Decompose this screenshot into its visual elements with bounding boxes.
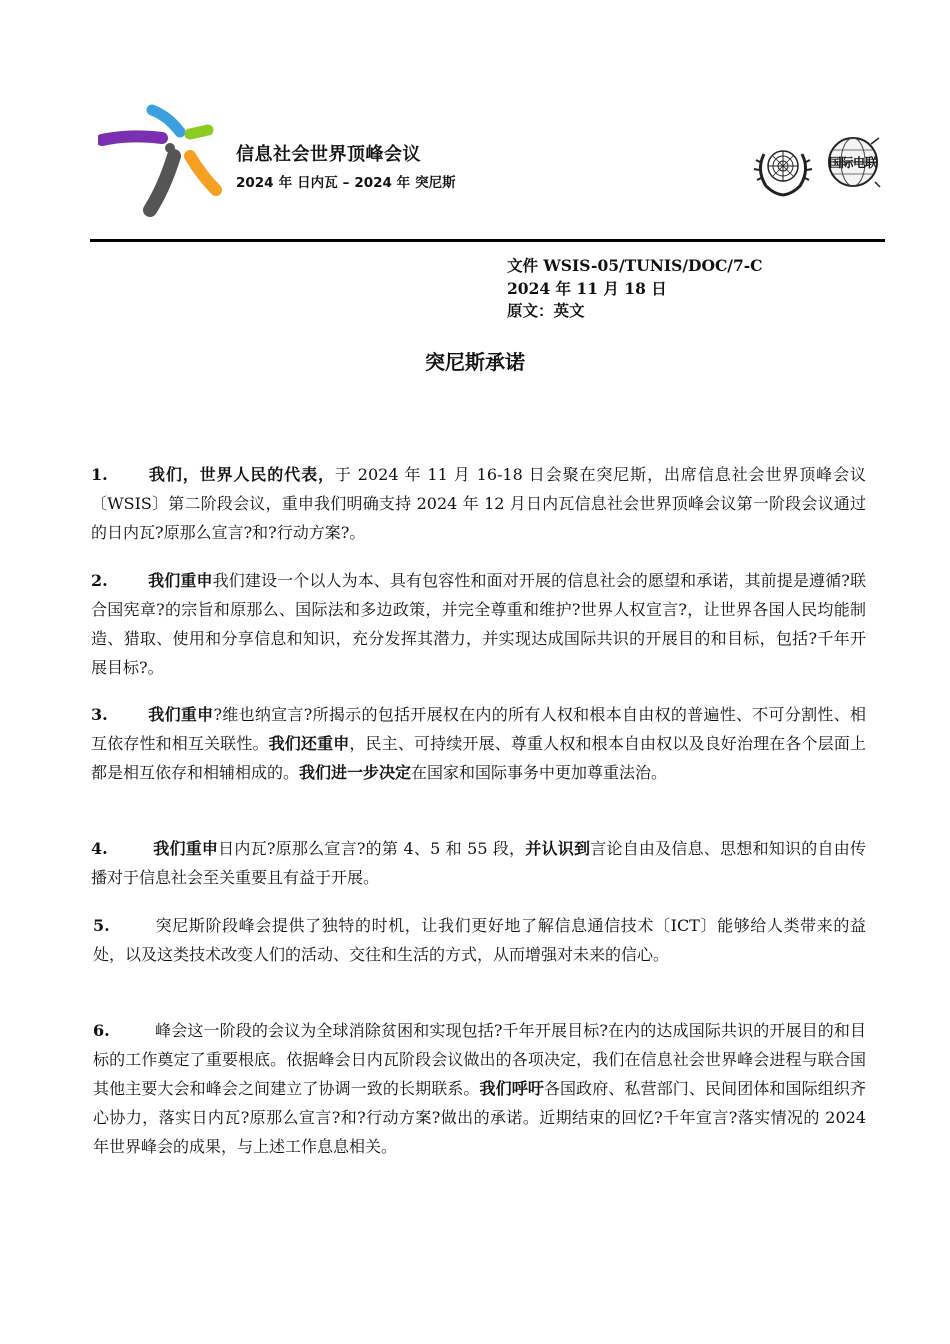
paragraph-text: 我们建设一个以人为本、具有包容性和面对开展的信息社会的愿望和承诺，其前提是遵循?联合国宪章?的宗旨和原那么、国际法和多边政策，并完全尊重和维护?世界人权宣言?，让世界各国人民均能制造、猎取、使用和分享信息和知识，充分发挥其潜力，并实现达成国际共识的开展目的和目标，包括?千年开展目标?。 xyxy=(91,571,866,677)
paragraph-text: ，民主、可持续开展、尊重人权和根本自由权以及良好治理在各个层面上都是相互依存和相辅相成的。 xyxy=(91,734,866,782)
itu-emblem-text: 国际电联 xyxy=(828,155,877,170)
phase2-city: 突尼斯 xyxy=(415,175,456,191)
paragraph-text: 日内瓦?原那么宣言?的第 4、5 和 55 段， xyxy=(218,839,526,858)
document-original-language: 原文：英文 xyxy=(507,301,585,320)
phase1-year-suffix: 年 xyxy=(278,175,293,191)
summit-title: 信息社会世界顶峰会议 xyxy=(236,144,421,165)
paragraph-text: 在国家和国际事务中更加尊重法治。 xyxy=(411,763,668,782)
paragraph-1 xyxy=(91,460,866,547)
itu-emblem xyxy=(825,134,881,190)
paragraph-number: 2. xyxy=(91,571,108,590)
phase1-city: 日内瓦 xyxy=(297,175,338,191)
emphasis-text: 我们还重申 xyxy=(268,734,350,753)
un-emblem-icon xyxy=(750,140,816,198)
paragraph-4 xyxy=(91,834,866,892)
emphasis-text: 我们进一步决定 xyxy=(299,763,412,782)
paragraph-6 xyxy=(93,1016,866,1161)
paragraph-number: 4. xyxy=(91,839,108,858)
paragraph-3 xyxy=(91,700,866,787)
paragraph-5 xyxy=(93,911,866,969)
emphasis-text: 我们呼吁 xyxy=(479,1079,544,1098)
phase2-year: 2024 年 xyxy=(354,175,411,191)
paragraph-text: 于 2024 年 11 月 16-18 日会聚在突尼斯，出席信息社会世界顶峰会议〔WSIS〕第二阶段会议，重申我们明确支持 2024 年 12 月日内瓦信息社会世界顶峰会议第一阶段会议通过的日内瓦?原那么宣言?和?行动方案?。 xyxy=(91,465,866,542)
logo-dot xyxy=(165,143,175,153)
document-date: 2024 年 11 月 18 日 xyxy=(507,278,667,298)
paragraph-text: 言论自由及信息、思想和知识的自由传播对于信息社会至关重要且有益于开展。 xyxy=(91,839,866,887)
emphasis-text: 我们重申 xyxy=(148,705,214,724)
logo-gray-stroke xyxy=(150,156,174,210)
paragraph-text: 突尼斯阶段峰会提供了独特的时机，让我们更好地了解信息通信技术〔ICT〕能够给人类带来的益处，以及这类技术改变人们的活动、交往和生活的方式，从而增强对未来的信心。 xyxy=(93,916,866,964)
phase-dash: – xyxy=(342,175,350,191)
emphasis-text: 我们，世界人民的代表， xyxy=(148,465,335,484)
paragraph-text: 各国政府、私营部门、民间团体和国际组织齐心协力，落实日内瓦?原那么宣言?和?行动方案?做出的承诺。近期结束的回忆?千年宣言?落实情况的 2024 年世界峰会的成果，与上述工作息息相关。 xyxy=(93,1079,866,1156)
paragraph-text: ?维也纳宣言?所揭示的包括开展权在内的所有人权和根本自由权的普遍性、不可分割性、相互依存性和相互关联性。 xyxy=(91,705,866,753)
paragraph-text: 峰会这一阶段的会议为全球消除贫困和实现包括?千年开展目标?在内的达成国际共识的开展目的和目标的工作奠定了重要根底。依据峰会日内瓦阶段会议做出的各项决定，我们在信息社会世界峰会进程与联合国其他主要大会和峰会之间建立了协调一致的长期联系。 xyxy=(93,1021,866,1098)
emphasis-text: 我们重申 xyxy=(153,839,219,858)
wsis-logo xyxy=(98,100,226,218)
paragraph-number: 6. xyxy=(93,1021,110,1040)
logo-blue-stroke xyxy=(152,110,180,132)
header-rule xyxy=(90,239,885,242)
summit-phases xyxy=(236,171,461,191)
paragraph-number: 5. xyxy=(93,916,110,935)
paragraph-2 xyxy=(91,566,866,682)
emphasis-text: 我们重申 xyxy=(148,571,213,590)
document-number: 文件 WSIS-05/TUNIS/DOC/7-C xyxy=(507,256,763,275)
document-title: 突尼斯承诺 xyxy=(425,350,525,374)
logo-purple-stroke xyxy=(102,136,162,140)
logo-orange-stroke xyxy=(190,156,216,190)
paragraph-number: 1. xyxy=(91,465,108,484)
document-info xyxy=(507,255,763,323)
paragraph-number: 3. xyxy=(91,705,108,724)
logo-green-stroke xyxy=(190,130,208,134)
emphasis-text: 并认识到 xyxy=(525,839,591,858)
phase1-year: 2024 xyxy=(236,175,274,191)
